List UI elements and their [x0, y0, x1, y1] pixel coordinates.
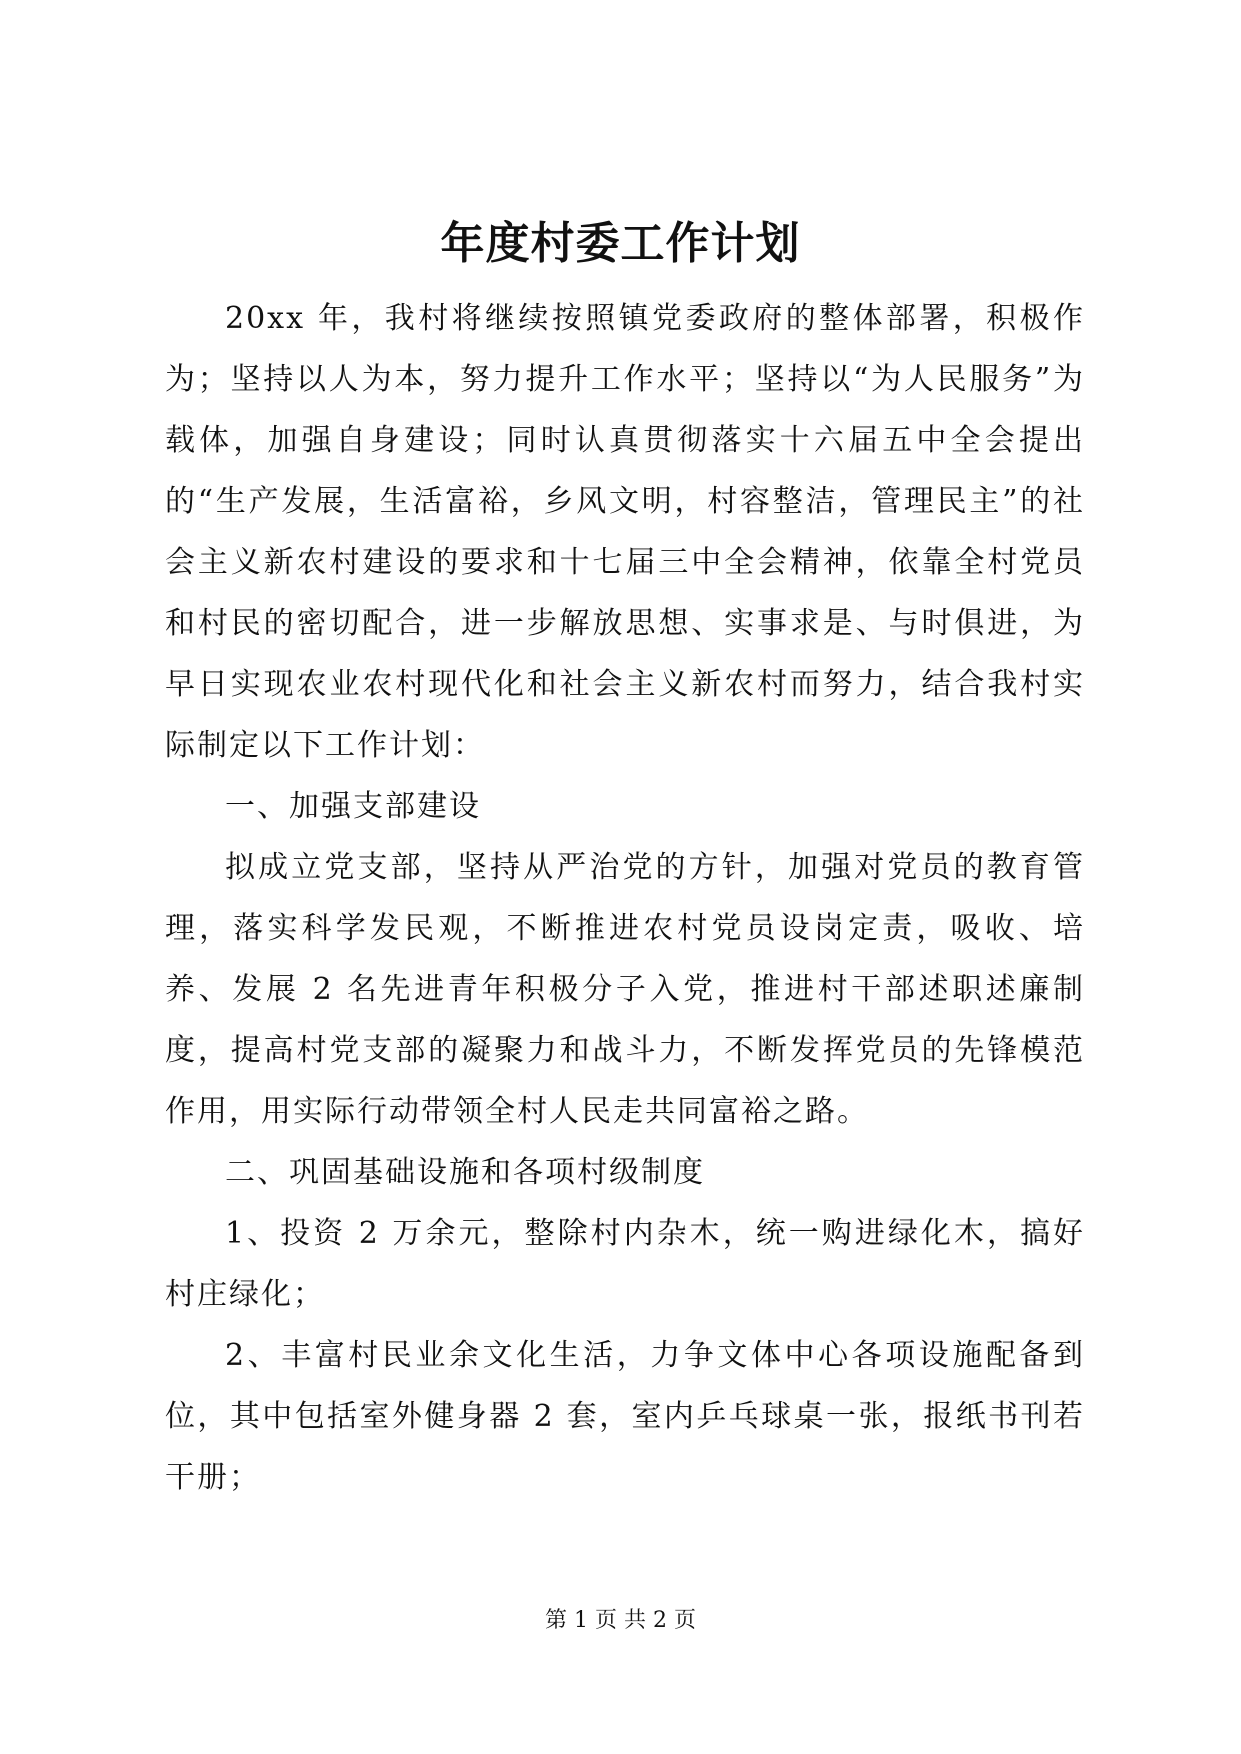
document-title: 年度村委工作计划 [440, 218, 801, 269]
intro-paragraph: 20xx 年，我村将继续按照镇党委政府的整体部署，积极作为；坚持以人为本，努力提升工作水平；坚持以“为人民服务”为载体，加强自身建设；同时认真贯彻落实十六届五中全会提出的“生产发展，生活富裕，乡风文明，村容整洁，管理民主”的社会主义新农村建设的要求和十七届三中全会精神，依靠全村党员和村民的密切配合，进一步解放思想、实事求是、与时俱进，为早日实现农业农村现代化和社会主义新农村而努力，结合我村实际制定以下工作计划： [165, 301, 1085, 763]
page-number-footer: 第 1 页 共 2 页 [545, 1608, 696, 1633]
section-heading-infrastructure: 二、巩固基础设施和各项村级制度 [225, 1155, 705, 1190]
list-item-greening: 1、投资 2 万余元，整除村内杂木，统一购进绿化木，搞好村庄绿化； [165, 1216, 1085, 1312]
section-heading-branch-building: 一、加强支部建设 [225, 789, 481, 824]
branch-building-paragraph: 拟成立党支部，坚持从严治党的方针，加强对党员的教育管理，落实科学发民观，不断推进农村党员设岗定责，吸收、培养、发展 2 名先进青年积极分子入党，推进村干部述职述廉制度，提高村党支部的凝聚力和战斗力，不断发挥党员的先锋模范作用，用实际行动带领全村人民走共同富裕之路。 [165, 850, 1085, 1129]
document-body [165, 288, 1085, 1508]
list-item-culture: 2、丰富村民业余文化生活，力争文体中心各项设施配备到位，其中包括室外健身器 2 套，室内乒乓球桌一张，报纸书刊若干册； [165, 1338, 1085, 1495]
